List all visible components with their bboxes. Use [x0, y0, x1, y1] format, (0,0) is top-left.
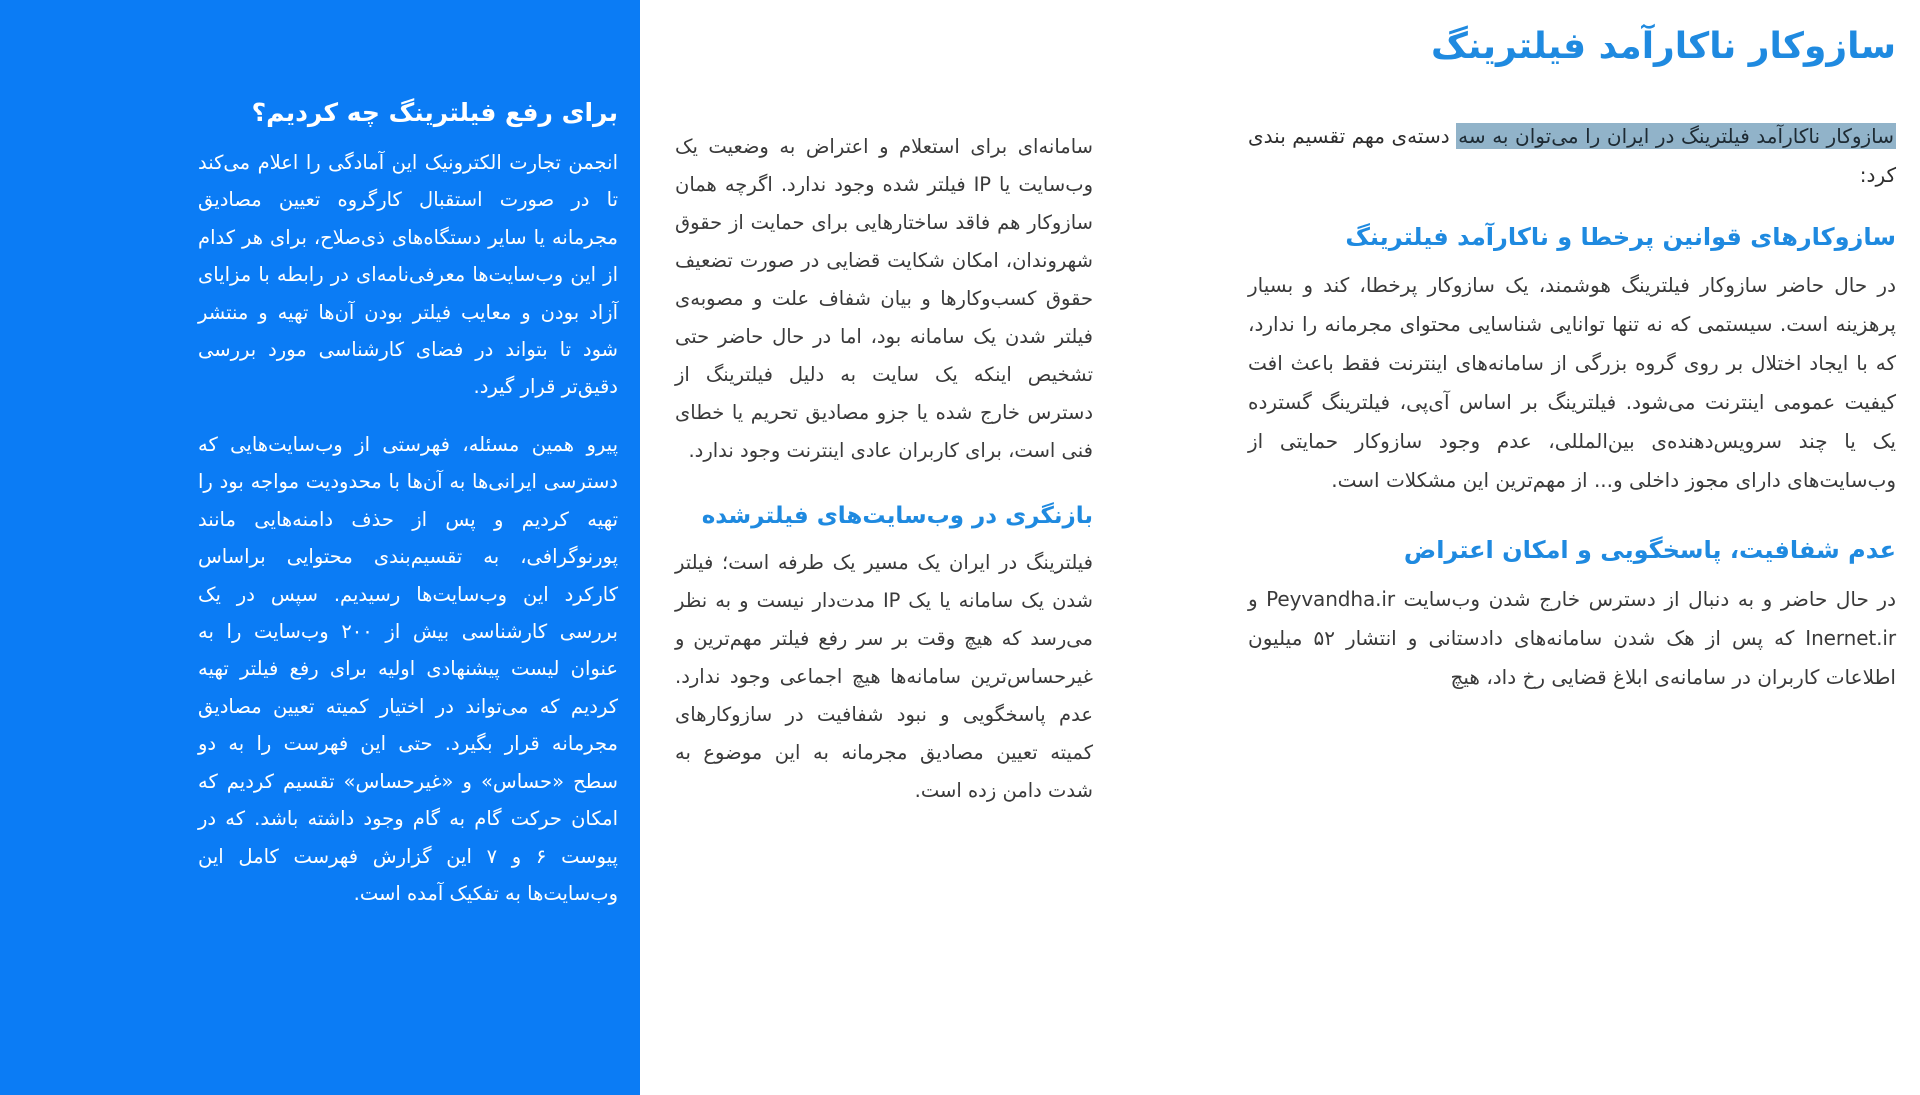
intro-highlighted-text: سازوکار ناکارآمد فیلترینگ در ایران را می‌توان به سه: [1458, 123, 1895, 148]
left-panel-paragraph-2: پیرو همین مسئله، فهرستی از وب‌سایت‌هایی که دسترسی ایرانی‌ها به آن‌ها با محدودیت مواجه بود را تهیه کردیم و پس از حذف دامنه‌هایی مانند پورنوگرافی، به تقسیم‌بندی محتوایی براساس کارکرد این وب‌سایت‌ها رسیدیم. سپس در یک بررسی کارشناسی بیش از ۲۰۰ وب‌سایت را به عنوان لیست پیشنهادی اولیه برای رفع فیلتر تهیه کردیم که می‌تواند در اختیار کمیته تعیین مصادیق مجرمانه قرار بگیرد. حتی این فهرست را به دو سطح «حساس» و «غیرحساس» تقسیم کردیم که امکان حرکت گام به گام وجود داشته باشد. که در پیوست ۶ و ۷ این گزارش فهرست کامل این وب‌سایت‌ها به تفکیک آمده است.: [198, 432, 618, 906]
left-panel-heading: برای رفع فیلترینگ چه کردیم؟: [251, 98, 618, 127]
intro-rest-text: دسته‌ی مهم تقسیم بندی کرد:: [1248, 123, 1896, 187]
section-paragraph-transparency: در حال حاضر و به دنبال از دسترس خارج شدن وب‌سایت Peyvandha.ir و Inernet.ir که پس از هک شدن سامانه‌های دادستانی و انتشار ۵۲ میلیون اطلاعات کاربران در سامانه‌ی ابلاغ قضایی رخ داد، هیچ: [1248, 586, 1897, 689]
right-column: [1248, 24, 1896, 715]
page-title: سازوکار ناکارآمد فیلترینگ: [1430, 26, 1896, 67]
middle-section-paragraph: فیلترینگ در ایران یک مسیر یک طرفه است؛ فیلتر شدن یک سامانه یا یک IP مدت‌دار نیست و به نظر می‌رسد که هیچ وقت بر سر رفع فیلتر مهم‌ترین و غیرحساس‌ترین سامانه‌ها هیچ اجماعی وجود ندارد. عدم پاسخگویی و نبود شفافیت در سازوکارهای کمیته تعیین مصادیق مجرمانه به این موضوع به شدت دامن زده است.: [675, 551, 1093, 803]
middle-column: [675, 128, 1093, 828]
left-blue-panel: [0, 0, 640, 1095]
section-paragraph-laws: در حال حاضر سازوکار فیلترینگ هوشمند، یک سازوکار پرخطا، کند و بسیار پرهزینه است. سیستمی که نه تنها توانایی شناسایی محتوای مجرمانه را ندارد، که با ایجاد اختلال بر روی گروه بزرگی از سامانه‌های اینترنت فقط باعث افت کیفیت عمومی اینترنت می‌شود. فیلترینگ بر اساس آی‌پی، فیلترینگ گسترده یک یا چند سرویس‌دهنده‌ی بین‌المللی، عدم وجود سازوکار حمایتی از وب‌سایت‌های دارای مجوز داخلی و... از مهم‌ترین این مشکلات است.: [1248, 273, 1896, 493]
left-panel-paragraph-1: انجمن تجارت الکترونیک این آمادگی را اعلام می‌کند تا در صورت استقبال کارگروه تعیین مصادیق مجرمانه یا سایر دستگاه‌های ذی‌صلاح، برای هر کدام از این وب‌سایت‌ها معرفی‌نامه‌ای در رابطه با مزایای آزاد بودن و معایب فیلتر بودن آن‌ها تهیه و منتشر شود تا بتواند در فضای کارشناسی مورد بررسی دقیق‌تر قرار گیرد.: [198, 150, 618, 399]
middle-continuation-paragraph: سامانه‌ای برای استعلام و اعتراض به وضعیت یک وب‌سایت یا IP فیلتر شده وجود ندارد. اگرچه همان سازوکار هم فاقد ساختارهایی برای حمایت از حقوق شهروندان، امکان شکایت قضایی در صورت تضعیف حقوق کسب‌وکارها و بیان شفاف علت و مصوبه‌ی فیلتر شدن یک سامانه بود، اما در حال حاضر حتی تشخیص اینکه یک سایت به دلیل فیلترینگ از دسترس خارج شده یا جزو مصادیق تحریم یا خطای فنی است، برای کاربران عادی اینترنت وجود ندارد.: [675, 135, 1093, 463]
intro-paragraph: [1248, 117, 1896, 195]
left-panel-content: [198, 96, 618, 933]
section-heading-laws: سازوکارهای قوانین پرخطا و ناکارآمد فیلترینگ: [1345, 222, 1896, 251]
middle-section-heading: بازنگری در وب‌سایت‌های فیلترشده: [701, 503, 1093, 530]
section-heading-transparency: عدم شفافیت، پاسخگویی و امکان اعتراض: [1403, 536, 1896, 565]
